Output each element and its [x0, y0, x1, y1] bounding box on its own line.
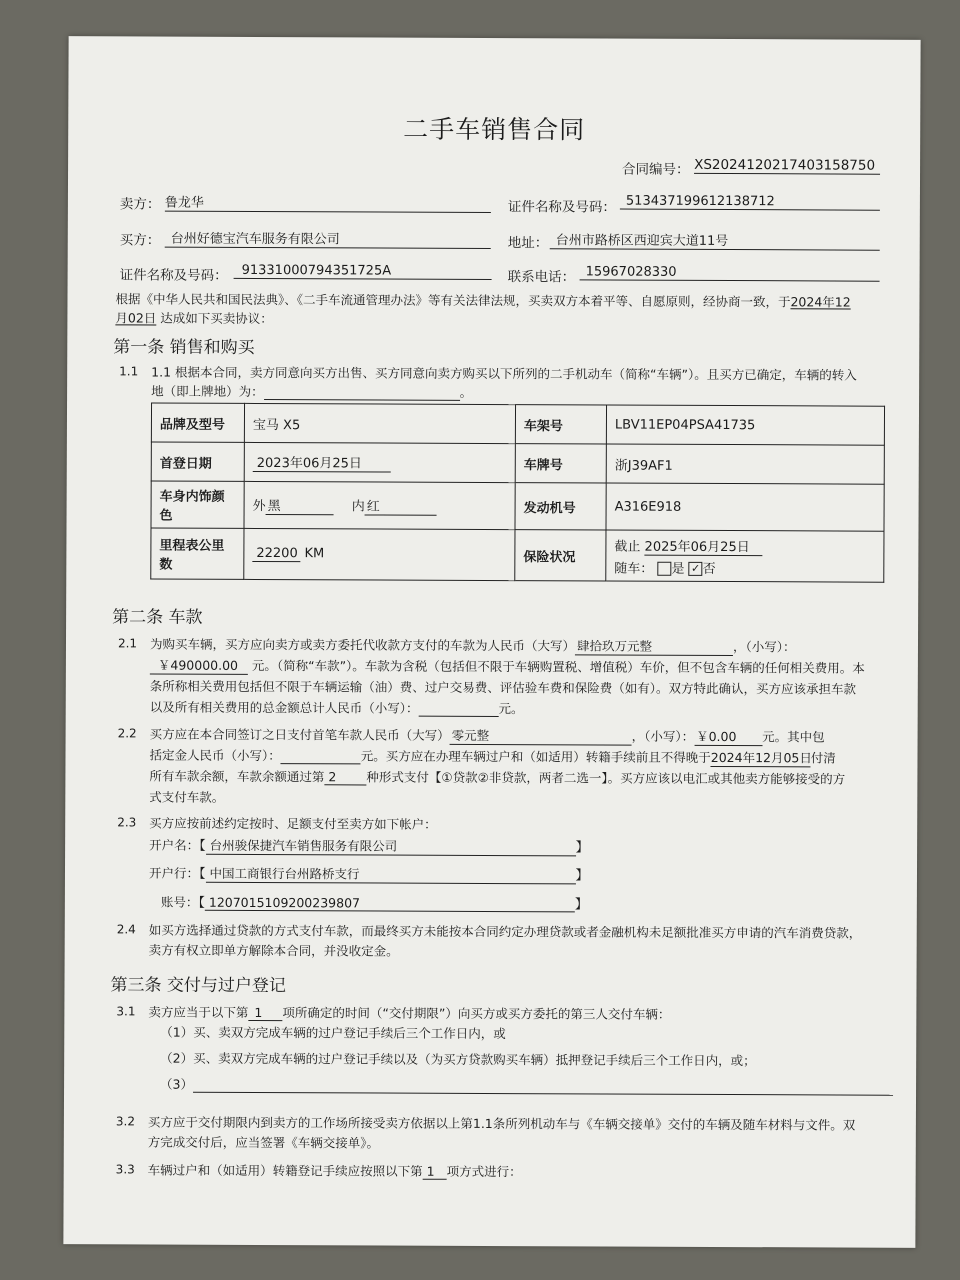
insurance-label: 保险状况: [515, 530, 606, 581]
insurance-cell: 截止 2025年06月25日 随车： 是 ✓ 否: [606, 530, 884, 582]
clause-2-2-line4: 式支付车款。: [149, 789, 225, 805]
exterior-color-value: 黑: [266, 495, 334, 515]
contract-no-label: 合同编号：: [622, 161, 690, 178]
buyer-id-label: 证件名称及号码：: [119, 267, 228, 284]
clause-2-2-line2: 括定金人民币（小写）： 元。买方应在办理车辆过户和（如适用）转籍手续前且不得晚于2024年12月05日付清: [149, 747, 836, 766]
clause-2-1-line4: 以及所有相关费用的总金额总计人民币（小写）： 元。: [149, 699, 524, 717]
clause-3-3-number: 3.3: [115, 1162, 135, 1177]
vin-value: LBV11EP04PSA41735: [606, 405, 884, 445]
mileage-label: 里程表公里数: [151, 528, 244, 579]
clause-3-2-number: 3.2: [115, 1114, 136, 1129]
seller-id-label: 证件名称及号码：: [507, 199, 616, 216]
clause-3-1-number: 3.1: [116, 1004, 136, 1019]
clause-2-2-number: 2.2: [117, 726, 137, 741]
insurance-until-value: 2025年06月25日: [645, 535, 763, 556]
interior-color-value: 红: [365, 495, 437, 515]
clause-2-4-number: 2.4: [116, 922, 136, 937]
contract-page: [63, 36, 920, 1248]
insurance-no-checkbox: ✓: [689, 562, 703, 576]
clause-2-4-line1: 如买方选择通过贷款的方式支付车款，而最终买方未能按本合同约定办理贷款或者金融机构未足额批准买方申请的汽车消费贷款，: [148, 922, 862, 941]
phone-label: 联系电话：: [507, 269, 576, 286]
buyer-id-value: 91331000794351725A: [234, 263, 492, 280]
section2-heading: 第二条 车款: [112, 607, 203, 628]
bank-row: 开户行：【 中国工商银行台州路桥支行 】: [148, 865, 589, 884]
clause-1-1-number: 1.1: [119, 364, 139, 379]
color-label: 车身内饰颜色: [151, 481, 244, 528]
phone-value: 15967028330: [580, 264, 880, 281]
delivery-option-2: （2）买、卖双方完成车辆的过户登记手续以及（为买方贷款购买车辆）抵押登记手续后三个工作日内，或；: [160, 1050, 756, 1069]
brand-label: 品牌及型号: [151, 403, 244, 442]
clause-2-4-line2: 卖方有权立即单方解除本合同，并没收定金。: [148, 942, 399, 959]
seller-id-value: 513437199612138712: [620, 194, 880, 211]
buyer-label: 买方：: [119, 232, 161, 249]
clause-2-2-line3: 所有车款余额，车款余额通过第 2 种形式支付【①贷款②非贷款，两者二选一】。买方应该以电汇或其他卖方能够接受的方: [149, 768, 846, 787]
bank-value: 中国工商银行台州路桥支行: [205, 864, 575, 885]
preamble-line1: 根据《中华人民共和国民法典》、《二手车流通管理办法》等有关法律法规，买卖双方本着平等、自愿原则，经协商一致，于2024年12: [115, 291, 851, 310]
section1-heading: 第一条 销售和购买: [113, 337, 255, 358]
clause-3-3-text: 车辆过户和（如适用）转籍登记手续应按照以下第 1 项方式进行：: [147, 1162, 522, 1180]
account-name-value: 台州骏保捷汽车销售服务有限公司: [206, 836, 576, 857]
plate-value: 浙J39AF1: [606, 444, 884, 484]
seller-label: 卖方：: [119, 196, 161, 213]
vin-label: 车架号: [515, 405, 606, 444]
clause-2-1-number: 2.1: [117, 636, 138, 651]
address-label: 地址：: [507, 235, 549, 252]
clause-2-3-number: 2.3: [117, 815, 137, 830]
contract-no-value: XS2024120217403158750: [694, 157, 880, 175]
engine-value: A316E918: [606, 483, 884, 531]
reg-date-label: 首登日期: [151, 442, 244, 481]
clause-2-1-line3: 条所称相关费用包括但不限于车辆运输（油）费、过户交易费、评估验车费和保险费（如有）。双方特此确认，买方应该承担车款: [149, 678, 857, 697]
account-no-value: 1207015109200239807: [205, 895, 575, 913]
address-value: 台州市路桥区西迎宾大道11号: [550, 229, 880, 250]
clause-1-1-line1: 1.1 根据本合同，卖方同意向买方出售、买方同意向卖方购买以下所列的二手机动车（简称“车辆”）。且买方已确定，车辆的转入: [151, 364, 857, 383]
color-cell: 外 黑 内 红: [244, 481, 515, 529]
delivery-option-3: （3）: [160, 1075, 893, 1096]
plate-label: 车牌号: [515, 444, 606, 483]
brand-value: 宝马 X5: [244, 403, 515, 443]
clause-3-2-line2: 方完成交付后，应当签署《车辆交接单》。: [147, 1134, 380, 1151]
clause-3-1-text: 卖方应当于以下第 1 项所确定的时间（“交付期限”）向买方或买方委托的第三人交付车辆：: [148, 1004, 671, 1022]
clause-2-2-line1: 买方应在本合同签订之日支付首笔车款人民币（大写） 零元整 ，（小写）： ￥0.00 元。其中包: [149, 726, 825, 745]
seller-value: 鲁龙华: [165, 192, 491, 213]
clause-2-1-line2: ￥490000.00 元。（简称“车款”）。车款为含税（包括但不限于车辆购置税、增值税）车价，但不包含车辆的任何相关费用。本: [150, 656, 865, 678]
section3-heading: 第三条 交付与过户登记: [110, 975, 286, 997]
mileage-value: 22200: [252, 546, 300, 562]
reg-date-value: 2023年06月25日: [253, 452, 391, 473]
engine-label: 发动机号: [515, 483, 606, 530]
buyer-value: 台州好德宝汽车服务有限公司: [165, 228, 491, 249]
delivery-option-1: （1）买、卖双方完成车辆的过户登记手续后三个工作日内，或: [160, 1024, 506, 1042]
preamble-line2: 月02日 达成如下买卖协议：: [115, 310, 273, 327]
document-title: 二手车销售合同: [403, 114, 586, 145]
mileage-cell: 22200 KM: [244, 528, 515, 580]
reg-date-cell: [244, 442, 515, 482]
clause-2-3-text: 买方应按前述约定按时、足额支付至卖方如下帐户：: [149, 815, 437, 832]
insurance-yes-checkbox: [657, 562, 671, 576]
account-name-row: 开户名：【 台州骏保捷汽车销售服务有限公司 】: [149, 837, 589, 856]
clause-1-1-line2: 地（即上牌地）为： 。: [151, 383, 473, 400]
clause-2-1-line1: 为购买车辆，买方应向卖方或卖方委托代收款方支付的车款为人民币（大写） 肆拾玖万元整 ，（小写）：: [149, 636, 796, 655]
account-no-row: 账号：【 1207015109200239807 】: [160, 894, 588, 913]
clause-3-2-line1: 买方应于交付期限内到卖方的工作场所接受卖方依据以上第1.1条所列机动车与《车辆交接单》交付的车辆及随车材料与文件。双: [147, 1114, 856, 1133]
vehicle-info-table: [150, 403, 885, 583]
